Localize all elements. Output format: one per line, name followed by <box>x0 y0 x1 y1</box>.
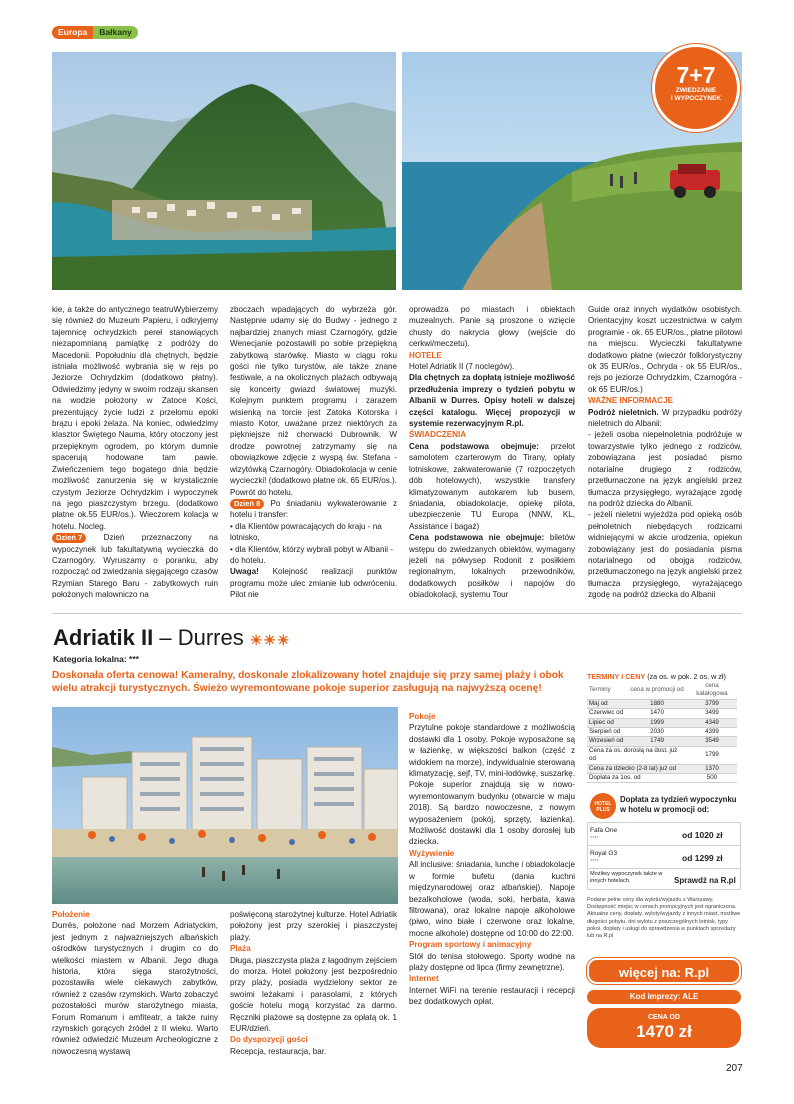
wazne-label: Podróż nieletnich. <box>588 407 659 417</box>
terms-title-note: (za os. w pok. 2 os. w zł) <box>647 672 726 681</box>
plaza-text: Długa, piaszczysta plaża z łagodnym zejściem do morza. Hotel położony jest bezpośrednio przy plaży, posiada wydzielony sektor ze swoimi leżakami i parasolami, z których goście hotelu mogą korzystać za darmo. Ręczniki plażowe są dostępne za opłatą ok. 1 EUR/dzień. <box>230 955 397 1034</box>
col-header: Terminy <box>587 682 627 699</box>
terms-title-row <box>587 672 742 682</box>
cell: Wrzesień od <box>587 737 627 746</box>
photo-berat-mountain <box>52 52 396 290</box>
upgrade-name: Royal G3 <box>590 850 618 857</box>
cell: 3549 <box>687 737 737 746</box>
tour-code: Kod imprezy: ALE <box>587 990 741 1004</box>
terms-notes: Podane pełne ceny dla wylotu/wyjazdu z Warszawy. Dostępność miejsc w cenach promocyjnych jest ograniczona. Aktualne ceny, dopłaty, wyloty/wyjazdy z innych miast, możliwe długości pobytu, dni wylotu z poszczególnych lotnisk, typy pokoi, dopłaty i usługi do sprawdzenia w punktach sprzedaży lub na R.pl <box>587 897 741 940</box>
cell: 4349 <box>687 718 737 727</box>
day8-paragraph <box>230 498 397 521</box>
cell: 1799 <box>687 746 737 764</box>
price-table <box>587 682 737 783</box>
upgrade-other-value: Sprawdź na R.pl <box>674 876 736 885</box>
program-text: Stół do tenisa stołowego. Sporty wodne na plaży dostępne od lipca (firmy zewnętrzne). <box>409 951 575 972</box>
price-box <box>587 1008 741 1048</box>
cell: 3799 <box>687 699 737 708</box>
hotel-title <box>53 624 291 654</box>
day8-text: Po śniadaniu wykwaterowanie z hotelu i transfer: <box>230 498 397 520</box>
includes-text: przelot samolotem czarterowym do Tirany, opłaty lotniskowe, zakwaterowanie (7 rozpoczętych dób hotelowych), wszystkie transfery klimatyzowanym autokarem lub busem, śniadania, obiadokolacje, opiekę pilota, ubezpieczenie TU Europa (NNW, KL, Assistance i bagaż) <box>409 441 575 531</box>
internet-text: Internet WiFi na terenie restauracji i recepcji bez dodatkowych opłat. <box>409 985 575 1007</box>
tour-day6-text: kie, a także do antycznego teatruWybierzemy się również do Muzeum Papieru, i odkryjemy tajemnicę ochrydzkich pereł stanowiących niezapomnianą pamiątkę z podróży do Macedonii. Popołudniu dla chętnych, będzie istniała możliwość wybrania się w rejs po Jeziorze Ochrydzkim (dodatkowo płatny). Odwiedzimy jedyny w swoim rodzaju skansen na wodzie położony w Zatoce Kości, prezentujący życie ludzi z przełomu epoki brązu i epoki żelaza. Na koniec, odwiedzimy klasztor Świętego Nauma, który otoczony jest przepięknym ogrodem, po którym dumnie spacerują hodowane tam pawie. Zwieńczeniem tego bogatego dnia będzie możliwość zanurzenia się w krystalicznie czystym Jeziorze Ochrydzkim i wypoczynek na jego piaszczystym brzegu. (dodatkowo płatne ok.55 EUR/os.). Wieczorem kolacja w hotelu. Nocleg. <box>52 305 218 531</box>
wazne-heading: WAŻNE INFORMACJE <box>588 396 673 406</box>
uwaga-paragraph <box>230 566 397 600</box>
tour-day7-cont: zboczach wpadających do wybrzeża gór. Następnie udamy się do Budwy - jednego z najbardziej znanych miast Czarnogóry, gdzie Wenecjanie pozostawili po sobie przepiękną zabytkową starówkę. Miasto w ciągu roku gości nie tylko turystów, ale także znane festiwale, a na okolicznych plażach odbywają się koncerty gwiazd światowej muzyki. Kolejnym punktem programu i zarazem wisienką na torcie jest Zatoka Kotorska i miasto Kotor, uważane przez niektórych za piękniejsze niż chorwacki Dubrownik. W drodze powrotnej zatrzymamy się na obowiązkowe zdjęcie z wyspą św. Stefana - wizytówką Czarnogóry. Obiadokolacja w cenie wycieczki! (dodatkowo płatne ok. 65 EUR/os.). Powrót do hotelu. <box>230 305 397 497</box>
wazne-intro <box>588 407 742 430</box>
wazne-intro-text: W przypadku podróży nieletnich do Albanii: <box>588 407 743 429</box>
photo-durres-beach <box>52 707 398 904</box>
guide-note: oprowadza po miastach i obiektach muzealnych. Panie są proszone o wzięcie chusty do nakrycia głowy (wejście do cerkwi/meczetu). <box>409 305 575 349</box>
table-row <box>587 699 737 708</box>
tour-column-3 <box>409 304 575 601</box>
includes-label: Cena podstawowa obejmuje: <box>409 441 539 451</box>
hotel-column-2 <box>230 909 397 1057</box>
breadcrumb-region: Europa <box>52 26 93 39</box>
upgrade-stars: **** <box>590 859 599 865</box>
wazne-point-2: - jeżeli nieletni wyjeżdża pod opieką osób pełnoletnich niebędących rodzicami widniejącymi w akcie urodzenia, opiekun zobowiązany jest do posiadania pisma notarialnego od obojga rodziców, przetłumaczonego na język angielski przez tłumacza przysięgłego, wyrażającego zgodę na podróż dziecka do Albanii <box>588 510 742 600</box>
day7-paragraph <box>52 532 218 600</box>
more-button[interactable]: więcej na: R.pl <box>587 958 741 984</box>
hotel-location-cont: poświęconą starożytnej kulturze. Hotel Adriatik położony jest przy szerokiej i piaszczystej plaży. <box>230 910 397 942</box>
cell: Maj od <box>587 699 627 708</box>
cell: 1880 <box>627 699 687 708</box>
cell: 500 <box>687 774 737 783</box>
price-table-header <box>587 682 737 699</box>
terms-box <box>587 672 742 783</box>
dyspozycja-text: Recepcja, restauracja, bar. <box>230 1046 327 1056</box>
hotel-name: Adriatik II <box>53 625 154 650</box>
col-header: cena w promocji od <box>627 682 687 699</box>
pokoje-text: Przytulne pokoje standardowe z możliwością dostawki dla 1 osoby. Pokoje wyposażone są w łazienkę, w większości balkon (część z widokiem na morze), indywidualnie sterowaną klimatyzację, sejf, TV, mini-lodówkę, suszarkę. Pokoje superior znajdują się w nowo-wyremontowanym budynku (otwarcie w maju 2018). Są bardzo nowoczesne, z nowym wyposażeniem (pokój, sprzęty, łazienka). Możliwość dostawki dla 1 osoby dorosłej lub dziecka. <box>409 723 575 847</box>
polozenie-text: Durrës, położone nad Morzem Adriatyckim, jest jednym z najważniejszych albańskich ośrodków turystycznych i drugim co do wielkości miastem w Albanii. Jego długa historia, która sięga starożytności, pozostawiła wiele ciekawych zabytków, również z czasów rzymskich. Warto zobaczyć pozostałości murów starożytnego miasta, Forum Romanum i amfiteatr, a także ruiny rzymskich gorących źródeł z II wieku. Warto również odwiedzić Muzeum Archeologiczne z nowoczesną wystawą <box>52 921 218 1056</box>
hotel-lead: Doskonała oferta cenowa! Kameralny, doskonale zlokalizowany hotel znajduje się przy samej plaży i obok wielu atrakcji turystycznych. Świeżo wyremontowane pokoje superior zasługują na najwyższą ocenę! <box>52 670 564 694</box>
price-label: CENA OD <box>647 1014 681 1021</box>
day7-badge: Dzień 7 <box>52 533 86 543</box>
tour-column-1 <box>52 304 218 601</box>
page-number: 207 <box>726 1063 743 1074</box>
cell: Czerwiec od <box>587 709 627 718</box>
col-header: cena katalogowa <box>687 682 737 699</box>
hotele-heading: HOTELE <box>409 350 442 360</box>
table-row <box>587 746 737 764</box>
upgrade-other <box>587 868 741 890</box>
breadcrumb <box>52 26 138 39</box>
table-row <box>587 718 737 727</box>
upgrade-title: Dopłata za tydzień wypoczynku w hotelu w promocji od: <box>620 795 737 814</box>
upgrade-price: od 1020 zł <box>682 830 723 840</box>
cell: 3499 <box>687 709 737 718</box>
wyzywienie-heading: Wyżywienie <box>409 848 455 858</box>
swiadczenia-heading: ŚWIADCZENIA <box>409 430 467 440</box>
hotel-city: – Durres <box>159 625 244 650</box>
cell: Dopłata za 1os. od <box>587 774 687 783</box>
hotele-text-2: Dla chętnych za dopłatą istnieje możliwość przedłużenia imprezy o tydzień pobytu w Albanii w Durres. Opisy hoteli w dalszej części katalogu. Więcej propozycji w systemie rezerwacyjnym R.pl. <box>409 373 575 429</box>
day7-text: Dzień przeznaczony na wypoczynek lub fakultatywną wycieczka do Czarnogóry. Wyruszamy o poranku, aby rozpocząć od zwiedzania sięgającego czasów Rzymian Starego Baru - zabytkowych ruin położonych malowniczo na <box>52 533 219 600</box>
cell: Lipiec od <box>587 718 627 727</box>
hotel-plus-icon: HOTEL PLUS <box>590 793 616 819</box>
program-heading: Program sportowy i animacyjny <box>409 940 532 950</box>
cell: 4399 <box>687 728 737 737</box>
plaza-heading: Plaża <box>230 944 251 954</box>
upgrade-name: Fafa One <box>590 827 618 834</box>
cell: Sierpień od <box>587 728 627 737</box>
table-row <box>587 728 737 737</box>
terms-title: TERMINY I CENY <box>587 672 646 681</box>
badge-line2: I WYPOCZYNEK <box>670 95 722 102</box>
dyspozycja-heading: Do dyspozycji gości <box>230 1035 308 1045</box>
price-value: 1470 zł <box>636 1022 692 1041</box>
hotel-column-1 <box>52 909 218 1057</box>
uwaga-label: Uwaga! <box>230 567 259 577</box>
breadcrumb-subregion: Bałkany <box>93 26 138 39</box>
internet-heading: Internet <box>409 974 439 984</box>
swiadczenia-includes <box>409 441 575 532</box>
table-row <box>587 764 737 773</box>
hotel-category: Kategoria lokalna: *** <box>53 654 139 664</box>
tour-type-badge <box>652 44 740 132</box>
uwaga-text: Kolejność realizacji punktów programu może ulec zmianie lub odwróceniu. Pilot nie <box>230 567 397 600</box>
cell: 2030 <box>627 728 687 737</box>
hotel-column-3 <box>409 711 575 1008</box>
swiadczenia-excludes <box>409 532 575 600</box>
excludes-text: biletów wstępu do zwiedzanych obiektów, wymagany jeżeli na półwysep Rodonit z posiłkiem regionalnym, lokalnych przewodników, dodatkowych posiłków i napojów do obiadokolacji, systemu Tour <box>409 533 576 600</box>
cell: 1999 <box>627 718 687 727</box>
upgrade-price: od 1299 zł <box>682 853 723 863</box>
costs-text: Guide oraz innych wydatków osobistych. Orientacyjny koszt uczestnictwa w całym programie - ok. 65 EUR/os., płatne pilotowi na miejscu. Wycieczki fakultatywne dodatkowo płatne (wieczór folklorystyczny ok 35 EUR/os., Ochryda - ok 55 EUR/os., rejs po jeziorze Ochrydzkim, Czarnogóra - ok 65 EUR/os.) <box>588 305 742 394</box>
wazne-point-1: - jeżeli osoba niepełnoletnia podróżuje w towarzystwie tylko jednego z rodziców, zobowiązana jest posiadać pismo notarialne drugiego z rodziców, przetłumaczone na język angielski przez tłumacza przysięgłego, wyrażające zgodę na podróż dziecka do Albanii. <box>588 430 742 508</box>
cell: Cena za os. dorosłą na dost. już od <box>587 746 687 764</box>
polozenie-heading: Położenie <box>52 910 90 919</box>
hotele-text-1: Hotel Adriatik II (7 noclegów). <box>409 362 515 372</box>
hotel-stars: ☀☀☀ <box>249 632 291 648</box>
table-row <box>587 774 737 783</box>
cell: 1370 <box>687 764 737 773</box>
day8-bullet-2: • dla Klientów, którzy wybrali pobyt w Albanii - do hotelu. <box>230 544 393 565</box>
tour-column-4 <box>588 304 742 601</box>
cell: 1470 <box>627 709 687 718</box>
table-row <box>587 737 737 746</box>
day8-bullet-1: • dla Klientów powracających do kraju - na lotnisko, <box>230 521 382 543</box>
cell: 1749 <box>627 737 687 746</box>
excludes-label: Cena podstawowa nie obejmuje: <box>409 533 545 543</box>
tour-column-2 <box>230 304 397 601</box>
upgrade-other-label: Możliwy wypoczynek także w innych hotelach. <box>590 871 663 884</box>
pokoje-heading: Pokoje <box>409 712 436 721</box>
day8-badge: Dzień 8 <box>230 499 264 509</box>
upgrade-stars: **** <box>590 836 599 842</box>
table-row <box>587 709 737 718</box>
wyzywienie-text: All inclusive: śniadania, lunche i obiadokolacje w formie bufetu (dania kuchni międzynarodowej oraz albańskiej). Napoje bezalkoholowe (woda, soki, herbata, kawa filtrowana), oraz lokalne napoje alkoholowe (piwo, wino białe i czerwone oraz lokalne, mocne alkohole) dostępne od 10:00 do 22:00. <box>409 860 575 938</box>
badge-line1: ZWIEDZANIE <box>675 87 717 94</box>
badge-big: 7+7 <box>676 62 716 88</box>
section-divider <box>52 613 742 614</box>
cell: Cena za dziecko (2-8 lat) już od <box>587 764 687 773</box>
